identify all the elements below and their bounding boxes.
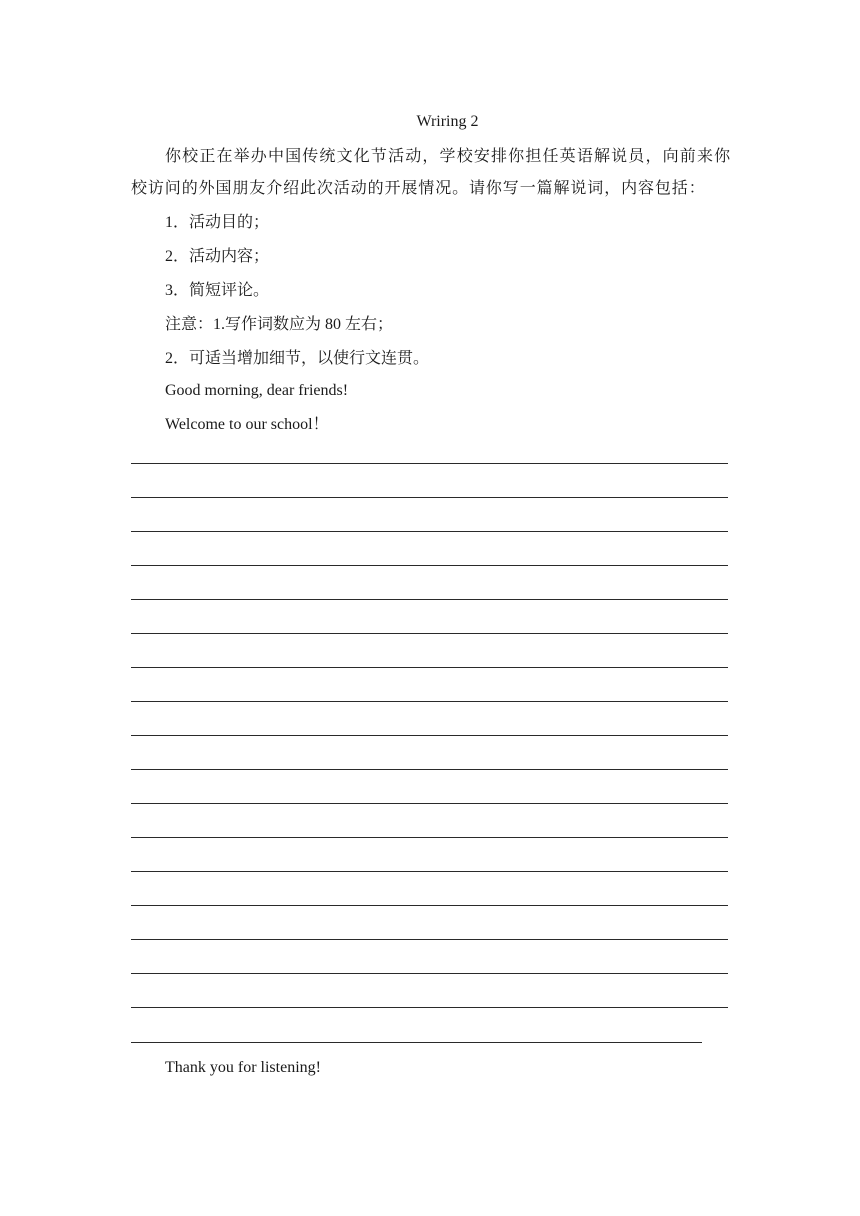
writing-line[interactable] <box>131 973 728 974</box>
writing-line[interactable] <box>131 735 728 736</box>
writing-line[interactable] <box>131 531 728 532</box>
essay-closing: Thank you for listening! <box>165 1059 321 1076</box>
writing-line[interactable] <box>131 599 728 600</box>
writing-line-last[interactable] <box>131 1042 702 1043</box>
content-point-1: 1．活动目的； <box>165 214 270 231</box>
writing-line[interactable] <box>131 769 728 770</box>
writing-line[interactable] <box>131 871 728 872</box>
writing-line[interactable] <box>131 1007 728 1008</box>
writing-line[interactable] <box>131 463 728 464</box>
note-word-count: 注意：1.写作词数应为 80 左右； <box>165 316 394 333</box>
writing-line[interactable] <box>131 667 728 668</box>
writing-line[interactable] <box>131 837 728 838</box>
writing-line[interactable] <box>131 803 728 804</box>
writing-line[interactable] <box>131 939 728 940</box>
writing-line[interactable] <box>131 905 728 906</box>
writing-line[interactable] <box>131 701 728 702</box>
note-add-details: 2．可适当增加细节，以使行文连贯。 <box>165 350 430 367</box>
task-instructions: 你校正在举办中国传统文化节活动，学校安排你担任英语解说员，向前来你校访问的外国朋友介绍此次活动的开展情况。请你写一篇解说词，内容包括： <box>131 148 731 197</box>
content-point-3: 3．简短评论。 <box>165 282 270 299</box>
writing-line[interactable] <box>131 565 728 566</box>
essay-greeting: Good morning, dear friends! <box>165 382 349 399</box>
content-point-2: 2．活动内容； <box>165 248 270 265</box>
writing-line[interactable] <box>131 633 728 634</box>
page-title: Wriring 2 <box>416 113 479 130</box>
essay-welcome: Welcome to our school！ <box>165 416 329 433</box>
writing-line[interactable] <box>131 497 728 498</box>
